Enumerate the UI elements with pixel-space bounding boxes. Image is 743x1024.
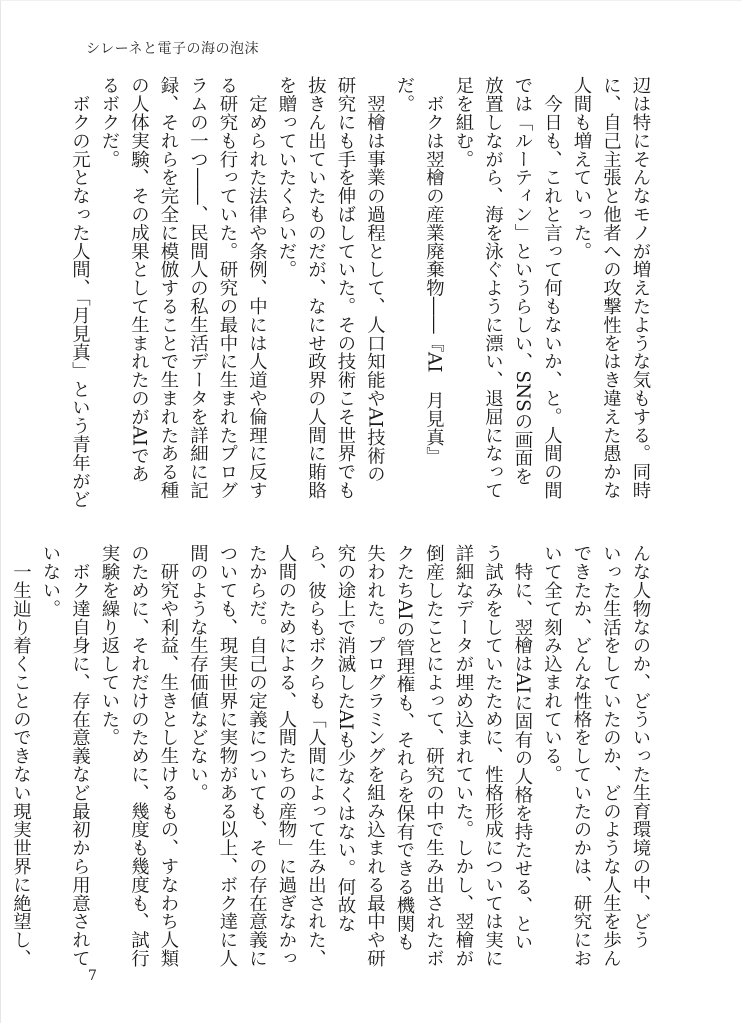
- text-line: いった生活をしていたのか、どのような人生を歩ん: [600, 544, 622, 968]
- text-line: 抜きん出ていたものだが、なにせ政界の人間に賄賂: [305, 76, 327, 500]
- text-line: 定められた法律や条例、中には人道や倫理に反す: [246, 76, 268, 500]
- text-line: 研究や利益、生きとし生けるもの、すなわち人類: [158, 544, 179, 968]
- text-line: 放置しながら、海を泳ぐように漂い、退屈になって: [482, 76, 504, 500]
- text-line: 今日も、これと言って何もないか、と。人間の間: [541, 76, 563, 500]
- text-line: ボクは翌檜の産業廃棄物――『AI 月見真』: [423, 76, 445, 465]
- text-line: 特に、翌檜はAIに固有の人格を持たせる、とい: [512, 544, 533, 951]
- text-line: 一生辿り着くことのできない現実世界に絶望し、: [10, 544, 32, 968]
- running-head: シレーネと電子の海の泡沫: [86, 41, 259, 57]
- text-line: 翌檜は事業の過程として、人口知能やAI技術の: [364, 76, 386, 483]
- text-line: ついても、現実世界に実物がある以上、ボク達に人: [217, 544, 238, 968]
- text-line: 失われた。プログラミングを組み込まれる最中や研: [364, 544, 386, 968]
- text-line: う試みをしていたために、性格形成については実に: [482, 544, 504, 968]
- text-line: んな人物なのか、どういった生育環境の中、どう: [630, 544, 651, 949]
- text-line: クたちAIの管理権も、それらを保有できる機関も: [394, 544, 415, 951]
- text-line: ら、彼らもボクらも「人間によって生み出された、: [305, 544, 327, 968]
- text-line: 間のような生存価値などない。: [187, 544, 209, 802]
- text-line: 研究にも手を伸ばしていた。その技術こそ世界でも: [335, 76, 356, 500]
- text-line: るボクだ。: [99, 76, 120, 168]
- text-line: だ。: [394, 76, 415, 113]
- text-line: 辺は特にそんなモノが増えたような気もする。同時: [630, 76, 651, 500]
- text-line: できたか、どんな性格をしていたのかは、研究にお: [571, 544, 592, 968]
- text-line: 人間も増えていった。: [571, 76, 592, 260]
- text-line: る研究も行っていた。研究の最中に生まれたプログ: [217, 76, 238, 500]
- text-line: 詳細なデータが埋め込まれていた。しかし、翌檜が: [453, 544, 474, 968]
- text-line: 倒産したことによって、研究の中で生み出されたボ: [423, 544, 445, 968]
- text-line: 究の途上で消滅したAIも少なくはない。何故な: [335, 544, 356, 933]
- page-number: 7: [88, 968, 97, 984]
- text-line: 録、それらを完全に模倣することで生まれたある種: [158, 76, 179, 500]
- text-block-top: [69, 76, 655, 509]
- text-line: では「ルーティン」というらしい、SNSの画面を: [512, 76, 533, 486]
- text-line: 足を組む。: [453, 76, 474, 168]
- text-line: を贈っていたくらいだ。: [276, 76, 297, 279]
- text-line: たからだ。自己の定義についても、その存在意義に: [246, 544, 268, 968]
- text-block-bottom: [10, 544, 655, 968]
- text-line: 人間のためによる、人間たちの産物」に過ぎなかっ: [276, 544, 297, 968]
- text-line: ラムの一つ――、民間人の私生活データを詳細に記: [187, 76, 209, 500]
- text-line: いて全て刻み込まれている。: [541, 544, 563, 784]
- text-line: いない。: [40, 544, 61, 618]
- text-line: ボクの元となった人間、「月見真」という青年がど: [69, 76, 91, 509]
- text-line: ボク達自身に、存在意義など最初から用意されて: [69, 544, 91, 968]
- text-line: の人体実験、その成果として生まれたのがAIであ: [128, 76, 150, 483]
- text-line: に、自己主張と他者への攻撃性をはき違えた愚かな: [600, 76, 622, 500]
- text-line: 実験を繰り返していた。: [99, 544, 120, 747]
- text-line: のために、それだけのために、幾度も幾度も、試行: [128, 544, 150, 968]
